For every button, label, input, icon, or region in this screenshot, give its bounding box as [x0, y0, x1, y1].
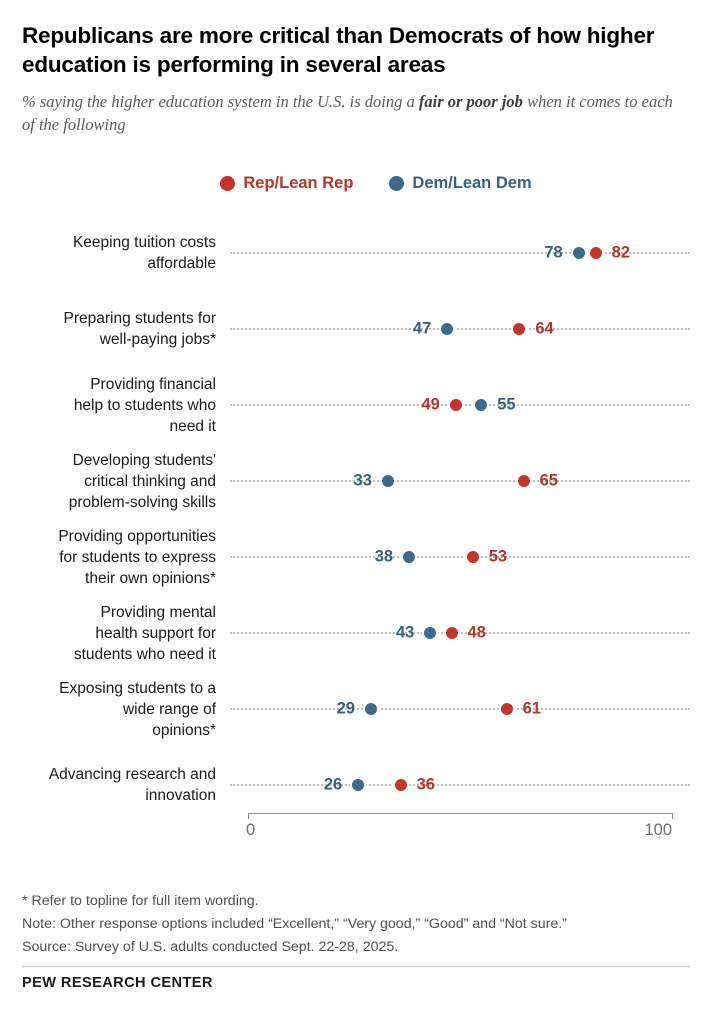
axis-tick-100	[672, 813, 673, 819]
subtitle-part-1: % saying the higher education system in the U.S. is doing a	[22, 91, 419, 111]
data-point-rep[interactable]	[448, 397, 464, 413]
row-plot-area	[248, 603, 672, 663]
data-point-dem[interactable]	[350, 777, 366, 793]
row-track	[230, 755, 690, 815]
data-value-dem: 29	[336, 699, 355, 718]
chart-row	[22, 215, 690, 291]
row-category-line: wide range of	[122, 700, 216, 718]
data-value-rep: 61	[522, 699, 541, 718]
row-category-line: help to students who	[73, 396, 216, 414]
axis-tick-0	[248, 813, 249, 819]
axis-line	[248, 813, 672, 814]
row-category-line: Keeping tuition costs	[72, 234, 216, 252]
axis-label-max: 100	[644, 821, 672, 840]
legend-label-dem: Dem/Lean Dem	[412, 174, 532, 193]
data-point-dem[interactable]	[439, 321, 455, 337]
chart-row	[22, 595, 690, 671]
chart-row	[22, 367, 690, 443]
row-category-line: Providing mental	[100, 603, 216, 621]
row-plot-area	[248, 527, 672, 587]
row-plot-area	[248, 299, 672, 359]
subtitle-emphasis: fair or poor job	[418, 91, 523, 111]
data-value-dem: 47	[412, 319, 432, 338]
data-value-rep: 82	[611, 243, 631, 262]
subtitle-part-2: when it comes to each of the following	[22, 91, 673, 135]
row-category-label	[22, 764, 230, 806]
data-point-dem[interactable]	[473, 397, 489, 413]
row-category-label	[22, 232, 230, 274]
note-other-options: Note: Other response options included “Excellent,” “Very good,” “Good” and “Not sure.”	[22, 916, 567, 932]
row-category-line: problem-solving skills	[68, 494, 216, 512]
data-value-dem: 38	[374, 547, 394, 566]
row-category-label	[22, 526, 230, 590]
row-category-label	[22, 308, 230, 350]
brand-label: PEW RESEARCH CENTER	[22, 975, 213, 991]
chart-subtitle	[22, 90, 682, 137]
chart-legend	[22, 174, 690, 193]
row-category-line: for students to express	[59, 548, 216, 566]
data-point-rep[interactable]	[444, 625, 460, 641]
row-category-line: well-paying jobs*	[99, 331, 216, 349]
legend-dot-dem-icon	[389, 176, 404, 191]
legend-item-rep[interactable]	[220, 174, 353, 193]
row-track	[230, 223, 690, 283]
legend-item-dem[interactable]	[389, 174, 531, 193]
row-category-line: opinions*	[152, 722, 216, 740]
data-value-rep: 53	[488, 547, 508, 566]
row-track	[230, 603, 690, 663]
data-point-dem[interactable]	[380, 473, 396, 489]
data-value-dem: 26	[323, 775, 343, 794]
row-track	[230, 451, 690, 511]
footer-divider	[22, 966, 690, 967]
row-category-line: Preparing students for	[63, 310, 216, 328]
data-point-rep[interactable]	[499, 701, 515, 717]
note-footnote: * Refer to topline for full item wording.	[22, 893, 259, 909]
row-category-line: Advancing research and	[48, 766, 216, 784]
row-plot-area	[248, 451, 672, 511]
data-value-rep: 64	[535, 319, 554, 338]
row-category-line: their own opinions*	[85, 570, 216, 588]
legend-dot-rep-icon	[220, 176, 235, 191]
data-point-dem[interactable]	[571, 245, 587, 261]
legend-label-rep: Rep/Lean Rep	[243, 174, 354, 193]
data-point-rep[interactable]	[393, 777, 409, 793]
data-value-rep: 65	[539, 471, 558, 490]
chart-row	[22, 519, 690, 595]
row-category-label	[22, 602, 230, 666]
axis-label-min: 0	[246, 821, 256, 840]
data-value-dem: 55	[497, 395, 516, 414]
chart-row	[22, 291, 690, 367]
dot-plot	[22, 215, 690, 823]
data-value-dem: 78	[544, 243, 563, 262]
row-category-line: Exposing students to a	[59, 679, 216, 697]
row-plot-area	[248, 755, 672, 815]
data-point-rep[interactable]	[588, 245, 604, 261]
data-point-rep[interactable]	[516, 473, 532, 489]
chart-row	[22, 671, 690, 747]
row-category-label	[22, 678, 230, 742]
row-track	[230, 527, 690, 587]
row-track	[230, 679, 690, 739]
data-point-rep[interactable]	[465, 549, 481, 565]
row-plot-area	[248, 375, 672, 435]
data-value-rep: 49	[421, 395, 440, 414]
data-value-dem: 43	[395, 623, 415, 642]
row-track	[230, 299, 690, 359]
row-category-line: Developing students'	[72, 451, 216, 469]
note-source: Source: Survey of U.S. adults conducted Sept. 22-28, 2025.	[22, 939, 399, 955]
row-category-line: innovation	[145, 787, 216, 805]
row-category-line: Providing opportunities	[58, 527, 216, 545]
data-value-dem: 33	[353, 471, 372, 490]
row-category-label	[22, 450, 230, 514]
row-category-line: students who need it	[73, 646, 216, 664]
row-track	[230, 375, 690, 435]
data-value-rep: 36	[416, 775, 435, 794]
row-plot-area	[248, 679, 672, 739]
chart-row	[22, 443, 690, 519]
row-plot-area	[248, 223, 672, 283]
row-category-line: affordable	[147, 255, 216, 273]
page-title: Republicans are more critical than Democrats of how higher education is performing in several areas	[22, 23, 655, 77]
row-category-line: need it	[169, 418, 216, 436]
data-point-dem[interactable]	[363, 701, 379, 717]
row-category-line: critical thinking and	[84, 472, 216, 490]
data-point-dem[interactable]	[422, 625, 438, 641]
chart-notes	[22, 890, 690, 959]
data-point-rep[interactable]	[511, 321, 527, 337]
chart-row	[22, 747, 690, 823]
x-axis	[230, 823, 690, 849]
row-category-line: health support for	[95, 624, 216, 642]
row-category-line: Providing financial	[90, 375, 216, 393]
row-category-label	[22, 374, 230, 438]
data-value-rep: 48	[467, 623, 486, 642]
data-point-dem[interactable]	[401, 549, 417, 565]
